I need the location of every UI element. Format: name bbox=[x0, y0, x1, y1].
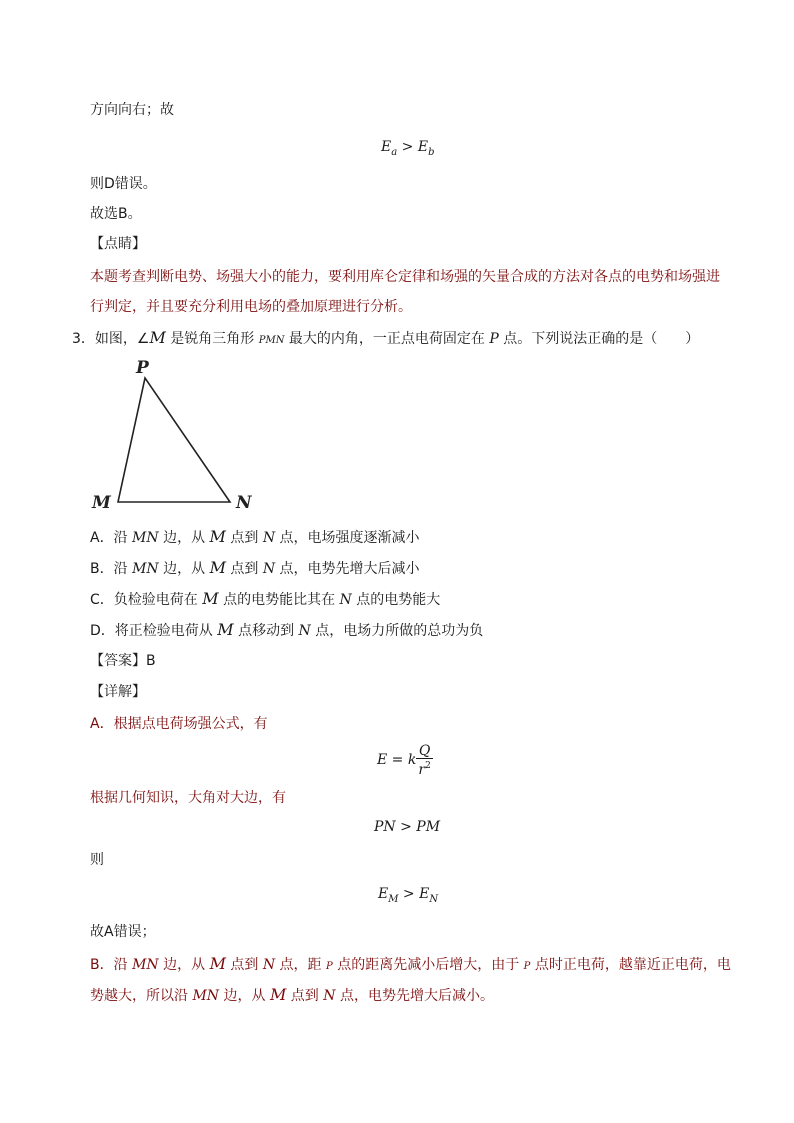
text-run: 点到 bbox=[225, 561, 263, 577]
option-a bbox=[90, 527, 420, 548]
text-run: 点，电场强度逐渐减小 bbox=[275, 530, 420, 546]
triangle-figure bbox=[88, 350, 268, 524]
question-number: 3．如图，∠ bbox=[72, 331, 150, 347]
var-pmn: PMN bbox=[258, 335, 285, 346]
var-m: M bbox=[217, 620, 234, 639]
var-n: N bbox=[262, 957, 276, 973]
text-run: 点移动到 bbox=[233, 623, 299, 639]
text-run: D．将正检验电荷从 bbox=[90, 623, 218, 639]
text-run: 点到 bbox=[286, 988, 324, 1004]
section-heading-detail: 【详解】 bbox=[90, 684, 146, 700]
var-n: N bbox=[298, 623, 311, 639]
var-m: M bbox=[149, 328, 166, 347]
text-run: 点的距离先减小后增大，由于 bbox=[332, 957, 524, 973]
var-n: N bbox=[323, 988, 336, 1004]
text-run: 点的电势能大 bbox=[351, 592, 441, 608]
question-3 bbox=[72, 328, 699, 351]
var-p: P bbox=[523, 961, 531, 972]
var-mn: MN bbox=[192, 988, 220, 1004]
formula-coulomb bbox=[377, 740, 433, 780]
formula-e: E bbox=[381, 139, 392, 155]
explanation-b-line2 bbox=[90, 985, 494, 1006]
formula-ea-gt-eb bbox=[381, 137, 434, 163]
option-b bbox=[90, 558, 420, 579]
triangle-pmn bbox=[118, 378, 230, 502]
text-run: 点时正电荷，越靠近正电荷，电 bbox=[530, 957, 731, 973]
var-m: M bbox=[269, 985, 287, 1004]
formula-subscript: a bbox=[391, 147, 398, 158]
option-c bbox=[90, 589, 440, 610]
text-line: 故选B。 bbox=[90, 206, 142, 222]
text-run: 点，距 bbox=[275, 957, 327, 973]
text-run: B．沿 bbox=[90, 957, 133, 973]
var-mn: MN bbox=[132, 957, 159, 973]
text-run: 边，从 bbox=[158, 530, 210, 546]
fraction-denominator bbox=[416, 758, 432, 777]
text-run: 点。下列说法正确的是（ ） bbox=[498, 331, 700, 347]
text-run: 点，电势先增大后减小。 bbox=[335, 988, 494, 1004]
fraction-numerator: Q bbox=[418, 742, 431, 759]
text-run: 势越大，所以沿 bbox=[90, 988, 193, 1004]
formula-operator: = bbox=[387, 752, 408, 768]
var-p: P bbox=[489, 331, 499, 347]
var-m: M bbox=[209, 527, 226, 546]
var-p: P bbox=[326, 961, 333, 972]
text-line: 本题考查判断电势、场强大小的能力，要利用库仑定律和场强的矢量合成的方法对各点的电势和场强进 bbox=[90, 269, 720, 285]
label-p: P bbox=[136, 358, 149, 378]
label-n: N bbox=[236, 493, 252, 513]
text-run: 边，从 bbox=[158, 957, 210, 973]
formula-e: E bbox=[417, 139, 429, 155]
formula-k: k bbox=[407, 752, 417, 768]
exponent: 2 bbox=[425, 760, 431, 771]
text-line: 根据几何知识，大角对大边，有 bbox=[90, 790, 286, 806]
triangle-svg bbox=[88, 350, 268, 520]
formula-e: E bbox=[419, 886, 430, 902]
var-r: r bbox=[418, 761, 426, 778]
text-run: A．沿 bbox=[90, 530, 133, 546]
text-run: 点到 bbox=[225, 530, 263, 546]
text-line: 行判定，并且要充分利用电场的叠加原理进行分析。 bbox=[90, 299, 412, 315]
text-run: 最大的内角，一正点电荷固定在 bbox=[284, 331, 490, 347]
var-m: M bbox=[209, 558, 226, 577]
text-run: 是锐角三角形 bbox=[165, 331, 259, 347]
formula-e: E bbox=[377, 752, 388, 768]
var-mn: MN bbox=[132, 561, 159, 577]
text-line: A．根据点电荷场强公式，有 bbox=[90, 716, 268, 732]
text-run: 边，从 bbox=[219, 988, 270, 1004]
text-line: 故A错误； bbox=[90, 924, 156, 940]
var-n: N bbox=[262, 530, 276, 546]
formula-em-gt-en bbox=[378, 884, 438, 910]
text-line: 则 bbox=[90, 852, 104, 868]
var-mn: MN bbox=[132, 530, 159, 546]
formula-e: E bbox=[378, 886, 389, 902]
text-run: C．负检验电荷在 bbox=[90, 592, 203, 608]
explanation-b-line1 bbox=[90, 954, 731, 977]
section-heading-dianjing: 【点睛】 bbox=[90, 236, 146, 252]
text-run: 边，从 bbox=[158, 561, 210, 577]
label-m: M bbox=[92, 493, 111, 513]
var-m: M bbox=[202, 589, 219, 608]
text-run: B．沿 bbox=[90, 561, 133, 577]
text-line: 则D错误。 bbox=[90, 176, 157, 192]
text-run: 点到 bbox=[225, 957, 263, 973]
formula-fraction bbox=[416, 744, 432, 777]
formula-subscript: N bbox=[429, 894, 439, 905]
formula-subscript: M bbox=[388, 894, 399, 905]
text-run: 点，电场力所做的总功为负 bbox=[310, 623, 484, 639]
var-m: M bbox=[209, 954, 226, 973]
var-n: N bbox=[262, 561, 276, 577]
answer-line: 【答案】B bbox=[90, 653, 156, 669]
formula-subscript: b bbox=[428, 147, 435, 158]
text-line: 方向向右；故 bbox=[90, 102, 174, 118]
formula-operator: > bbox=[397, 139, 418, 155]
text-run: 点，电势先增大后减小 bbox=[275, 561, 420, 577]
formula-operator: > bbox=[398, 886, 420, 902]
formula-pn-gt-pm: PN > PM bbox=[374, 819, 441, 835]
var-n: N bbox=[339, 592, 352, 608]
text-run: 点的电势能比其在 bbox=[218, 592, 340, 608]
option-d bbox=[90, 620, 483, 641]
